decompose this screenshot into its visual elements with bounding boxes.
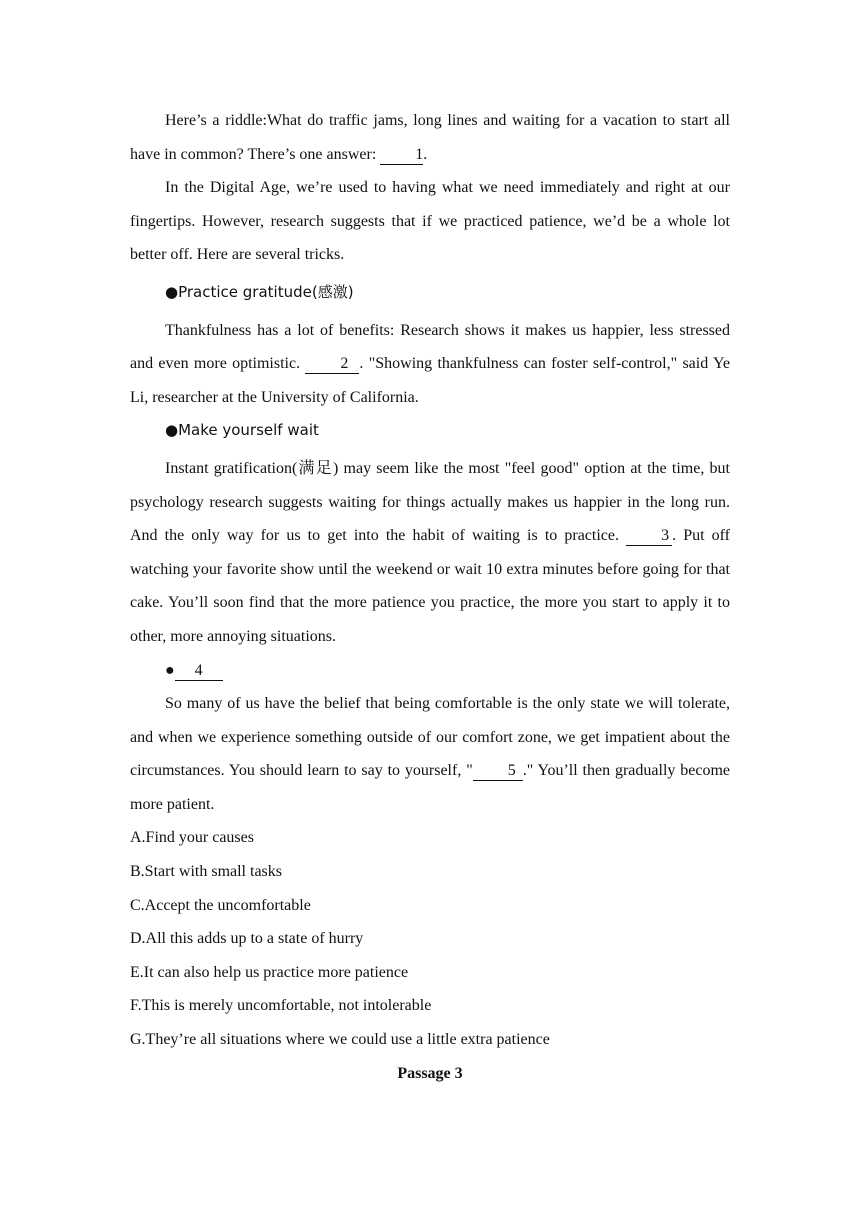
option-a: A.Find your causes	[130, 829, 254, 847]
blank-1: 1	[380, 146, 423, 165]
heading-blank-4	[130, 654, 730, 688]
paragraph-digital-age: In the Digital Age, we’re used to having what we need immediately and right at our fingertips. However, research suggests that if we practiced patience, we’d be a whole lot better off. Here are several tricks.	[130, 179, 730, 264]
bullet-icon: ●	[165, 661, 175, 679]
document-page	[130, 104, 730, 1090]
blank-5: 5	[473, 762, 523, 781]
paragraph-text: . Put off watching your favorite show until the weekend or wait 10 extra minutes before going for that cake. You’ll soon find that the more patience you practice, the more you start to apply it to other, more annoying situations.	[130, 527, 730, 645]
option-d: D.All this adds up to a state of hurry	[130, 930, 364, 948]
paragraph-text: Here’s a riddle:What do traffic jams, long lines and waiting for a vacation to start all have in common? There’s one answer:	[130, 112, 730, 163]
option-f: F.This is merely uncomfortable, not intolerable	[130, 997, 432, 1015]
option-b: B.Start with small tasks	[130, 863, 282, 881]
heading-practice-gratitude: ●Practice gratitude(感激)	[165, 282, 354, 301]
paragraph-comfort-zone	[130, 687, 730, 821]
paragraph-text: Thankfulness has a lot of benefits: Research shows it makes us happier, less stressed and even more optimistic.	[130, 321, 730, 373]
paragraph-text: ." You’ll then gradually become more patient.	[130, 762, 730, 813]
paragraph-text: So many of us have the belief that being comfortable is the only state we will tolerate, and when we experience something outside of our comfort zone, we get impatient about the circumstances. You should learn to say to yourself, "	[130, 695, 730, 780]
paragraph-instant-gratification	[130, 452, 730, 654]
blank-3: 3	[626, 527, 672, 546]
option-c: C.Accept the uncomfortable	[130, 896, 311, 914]
paragraph-thankfulness	[130, 314, 730, 415]
paragraph-text: .	[423, 145, 428, 163]
option-e: E.It can also help us practice more patience	[130, 963, 409, 981]
blank-4: 4	[175, 662, 223, 681]
paragraph-text: Instant gratification(满足) may seem like the most "feel good" option at the time, but psychology research suggests waiting for things actually makes us happier in the long run. And the only way for us to get into the habit of waiting is to practice.	[130, 459, 730, 545]
blank-2: 2	[305, 355, 359, 374]
passage-title: Passage 3	[397, 1064, 463, 1082]
paragraph-text: . "Showing thankfulness can foster self-control," said Ye Li, researcher at the University of California.	[130, 355, 730, 406]
paragraph-riddle	[130, 104, 730, 171]
options-list	[130, 821, 730, 1056]
heading-make-yourself-wait: ●Make yourself wait	[165, 421, 319, 440]
option-g: G.They’re all situations where we could use a little extra patience	[130, 1031, 550, 1049]
